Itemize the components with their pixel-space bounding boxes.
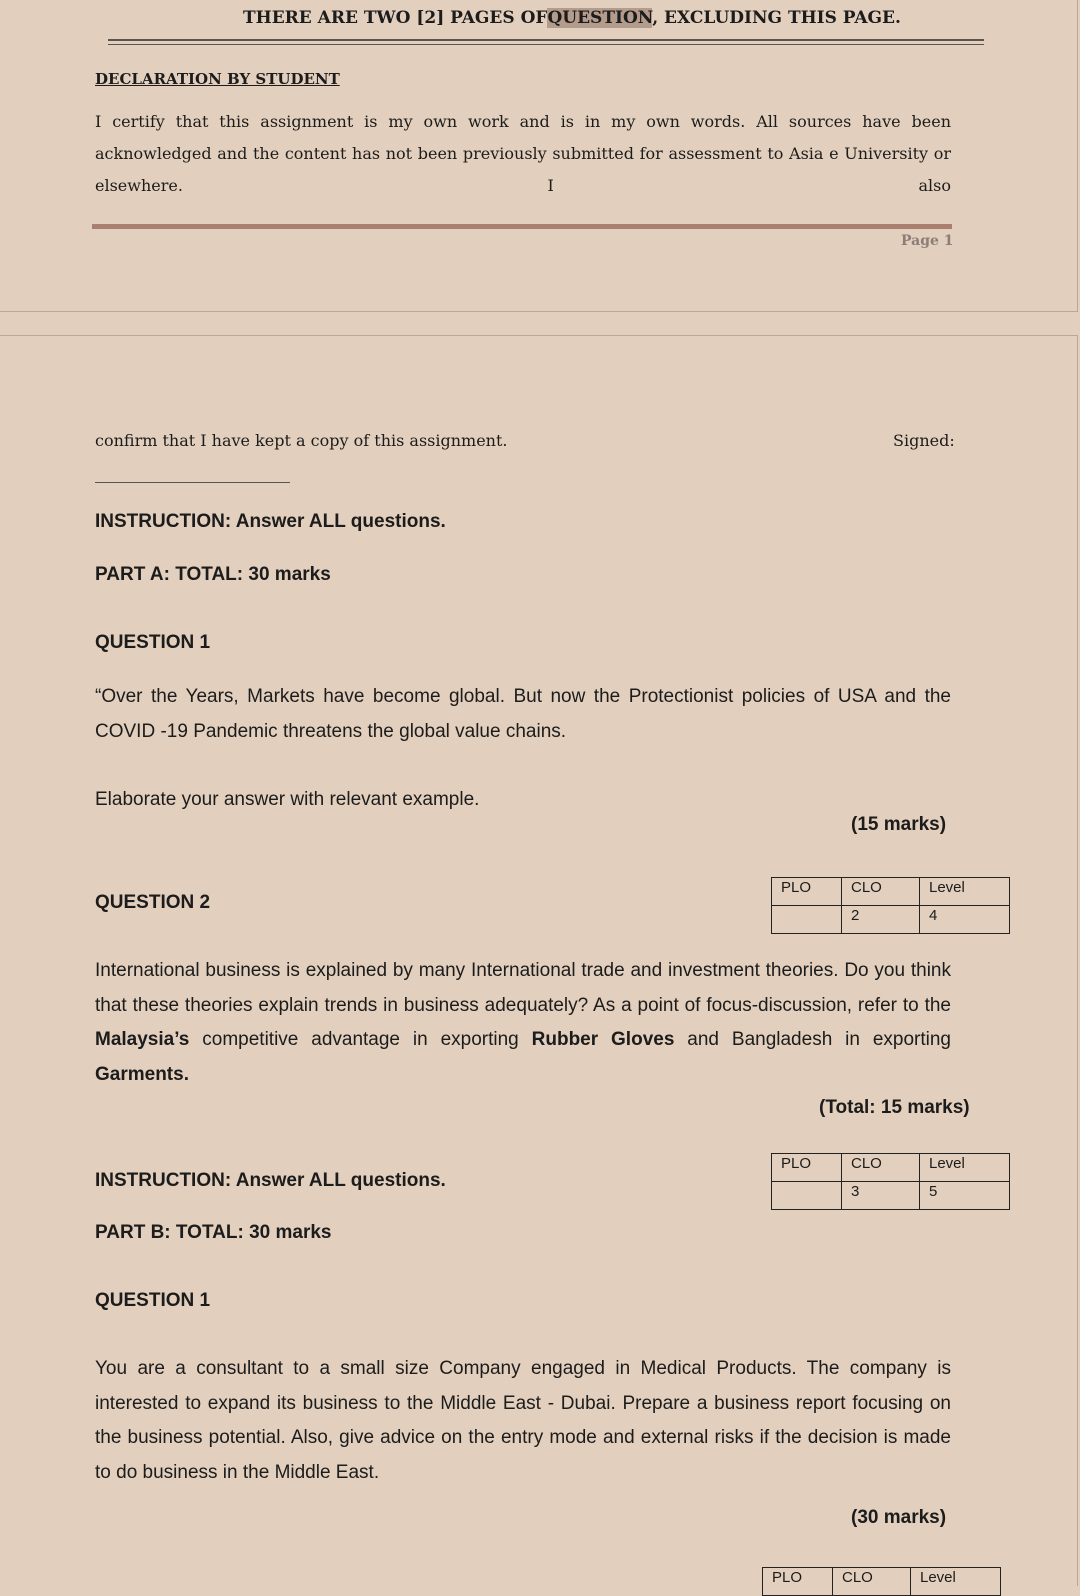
part-a-instruction: INSTRUCTION: Answer ALL questions. — [95, 511, 446, 532]
declaration-text: I certify that this assignment is my own work and is in my own words. All sources have been acknowledged and the content has not been previously submitted for assessment to Asia e University or elsewhere. I also — [95, 112, 951, 195]
part-a-question-2-text — [95, 954, 951, 1092]
highlighted-word: QUESTION — [547, 8, 653, 28]
part-a-question-1-elaborate: Elaborate your answer with relevant example. — [95, 789, 480, 810]
part-a-question-2-marks: (Total: 15 marks) — [819, 1097, 970, 1118]
question-1-outcome-table — [771, 877, 1010, 934]
question-2-outcome-table — [771, 1153, 1010, 1210]
level-header: Level — [920, 1154, 1010, 1182]
header-text-start: THERE ARE TWO [2] PAGES OF — [243, 8, 548, 28]
q2-text-2: competitive advantage in exporting — [189, 1029, 532, 1050]
clo-value: 3 — [842, 1182, 920, 1210]
plo-header: PLO — [772, 878, 842, 906]
part-b-question-1-marks: (30 marks) — [851, 1507, 947, 1528]
part-a-question-1-title: QUESTION 1 — [95, 632, 211, 653]
header-divider — [108, 39, 984, 45]
page-count-header — [243, 8, 901, 28]
level-value: 4 — [920, 906, 1010, 934]
signed-label: Signed: — [893, 431, 955, 450]
part-b-total: PART B: TOTAL: 30 marks — [95, 1222, 332, 1243]
table-header-row — [763, 1568, 1001, 1596]
page-gap — [0, 313, 1080, 335]
part-a-total: PART A: TOTAL: 30 marks — [95, 564, 331, 585]
table-header-row — [772, 1154, 1010, 1182]
plo-value — [772, 906, 842, 934]
plo-header: PLO — [763, 1568, 833, 1596]
clo-header: CLO — [842, 878, 920, 906]
q2-bold-rubber-gloves: Rubber Gloves — [531, 1029, 675, 1050]
level-header: Level — [920, 878, 1010, 906]
q2-text-3: and Bangladesh in exporting — [674, 1029, 951, 1050]
page-1 — [0, 0, 1078, 312]
clo-header: CLO — [842, 1154, 920, 1182]
plo-header: PLO — [772, 1154, 842, 1182]
table-row — [772, 1182, 1010, 1210]
plo-value — [772, 1182, 842, 1210]
clo-header: CLO — [833, 1568, 911, 1596]
level-value: 5 — [920, 1182, 1010, 1210]
level-header: Level — [911, 1568, 1001, 1596]
signature-line — [95, 482, 290, 483]
part-b-outcome-table — [762, 1567, 1001, 1596]
part-b-question-1-title: QUESTION 1 — [95, 1290, 211, 1311]
table-row — [772, 906, 1010, 934]
q2-bold-malaysia: Malaysia’s — [95, 1029, 190, 1050]
part-b-question-1-text: You are a consultant to a small size Company engaged in Medical Products. The company is interested to expand its business to the Middle East - Dubai. Prepare a business report focusing on the business potential. Also, give advice on the entry mode and external risks if the decision is made to do business in the Middle East. — [95, 1358, 951, 1483]
part-a-question-2-title: QUESTION 2 — [95, 892, 211, 913]
table-header-row — [772, 878, 1010, 906]
q2-text-1: International business is explained by many International trade and investment theories. Do you think that these theories explain trends in business adequately? As a point of focus-discussion, refer to the — [95, 960, 951, 1016]
confirm-text: confirm that I have kept a copy of this assignment. — [95, 431, 508, 450]
page-number: Page 1 — [901, 233, 954, 249]
clo-value: 2 — [842, 906, 920, 934]
part-b-instruction: INSTRUCTION: Answer ALL questions. — [95, 1170, 446, 1191]
part-a-question-1-text: “Over the Years, Markets have become global. But now the Protectionist policies of USA and the COVID -19 Pandemic threatens the global value chains. — [95, 686, 951, 742]
declaration-title: DECLARATION BY STUDENT — [95, 70, 340, 88]
part-a-question-1-marks: (15 marks) — [851, 814, 947, 835]
header-text-end: , EXCLUDING THIS PAGE. — [652, 8, 901, 28]
q2-bold-garments: Garments. — [95, 1063, 189, 1085]
footer-divider — [92, 224, 952, 229]
